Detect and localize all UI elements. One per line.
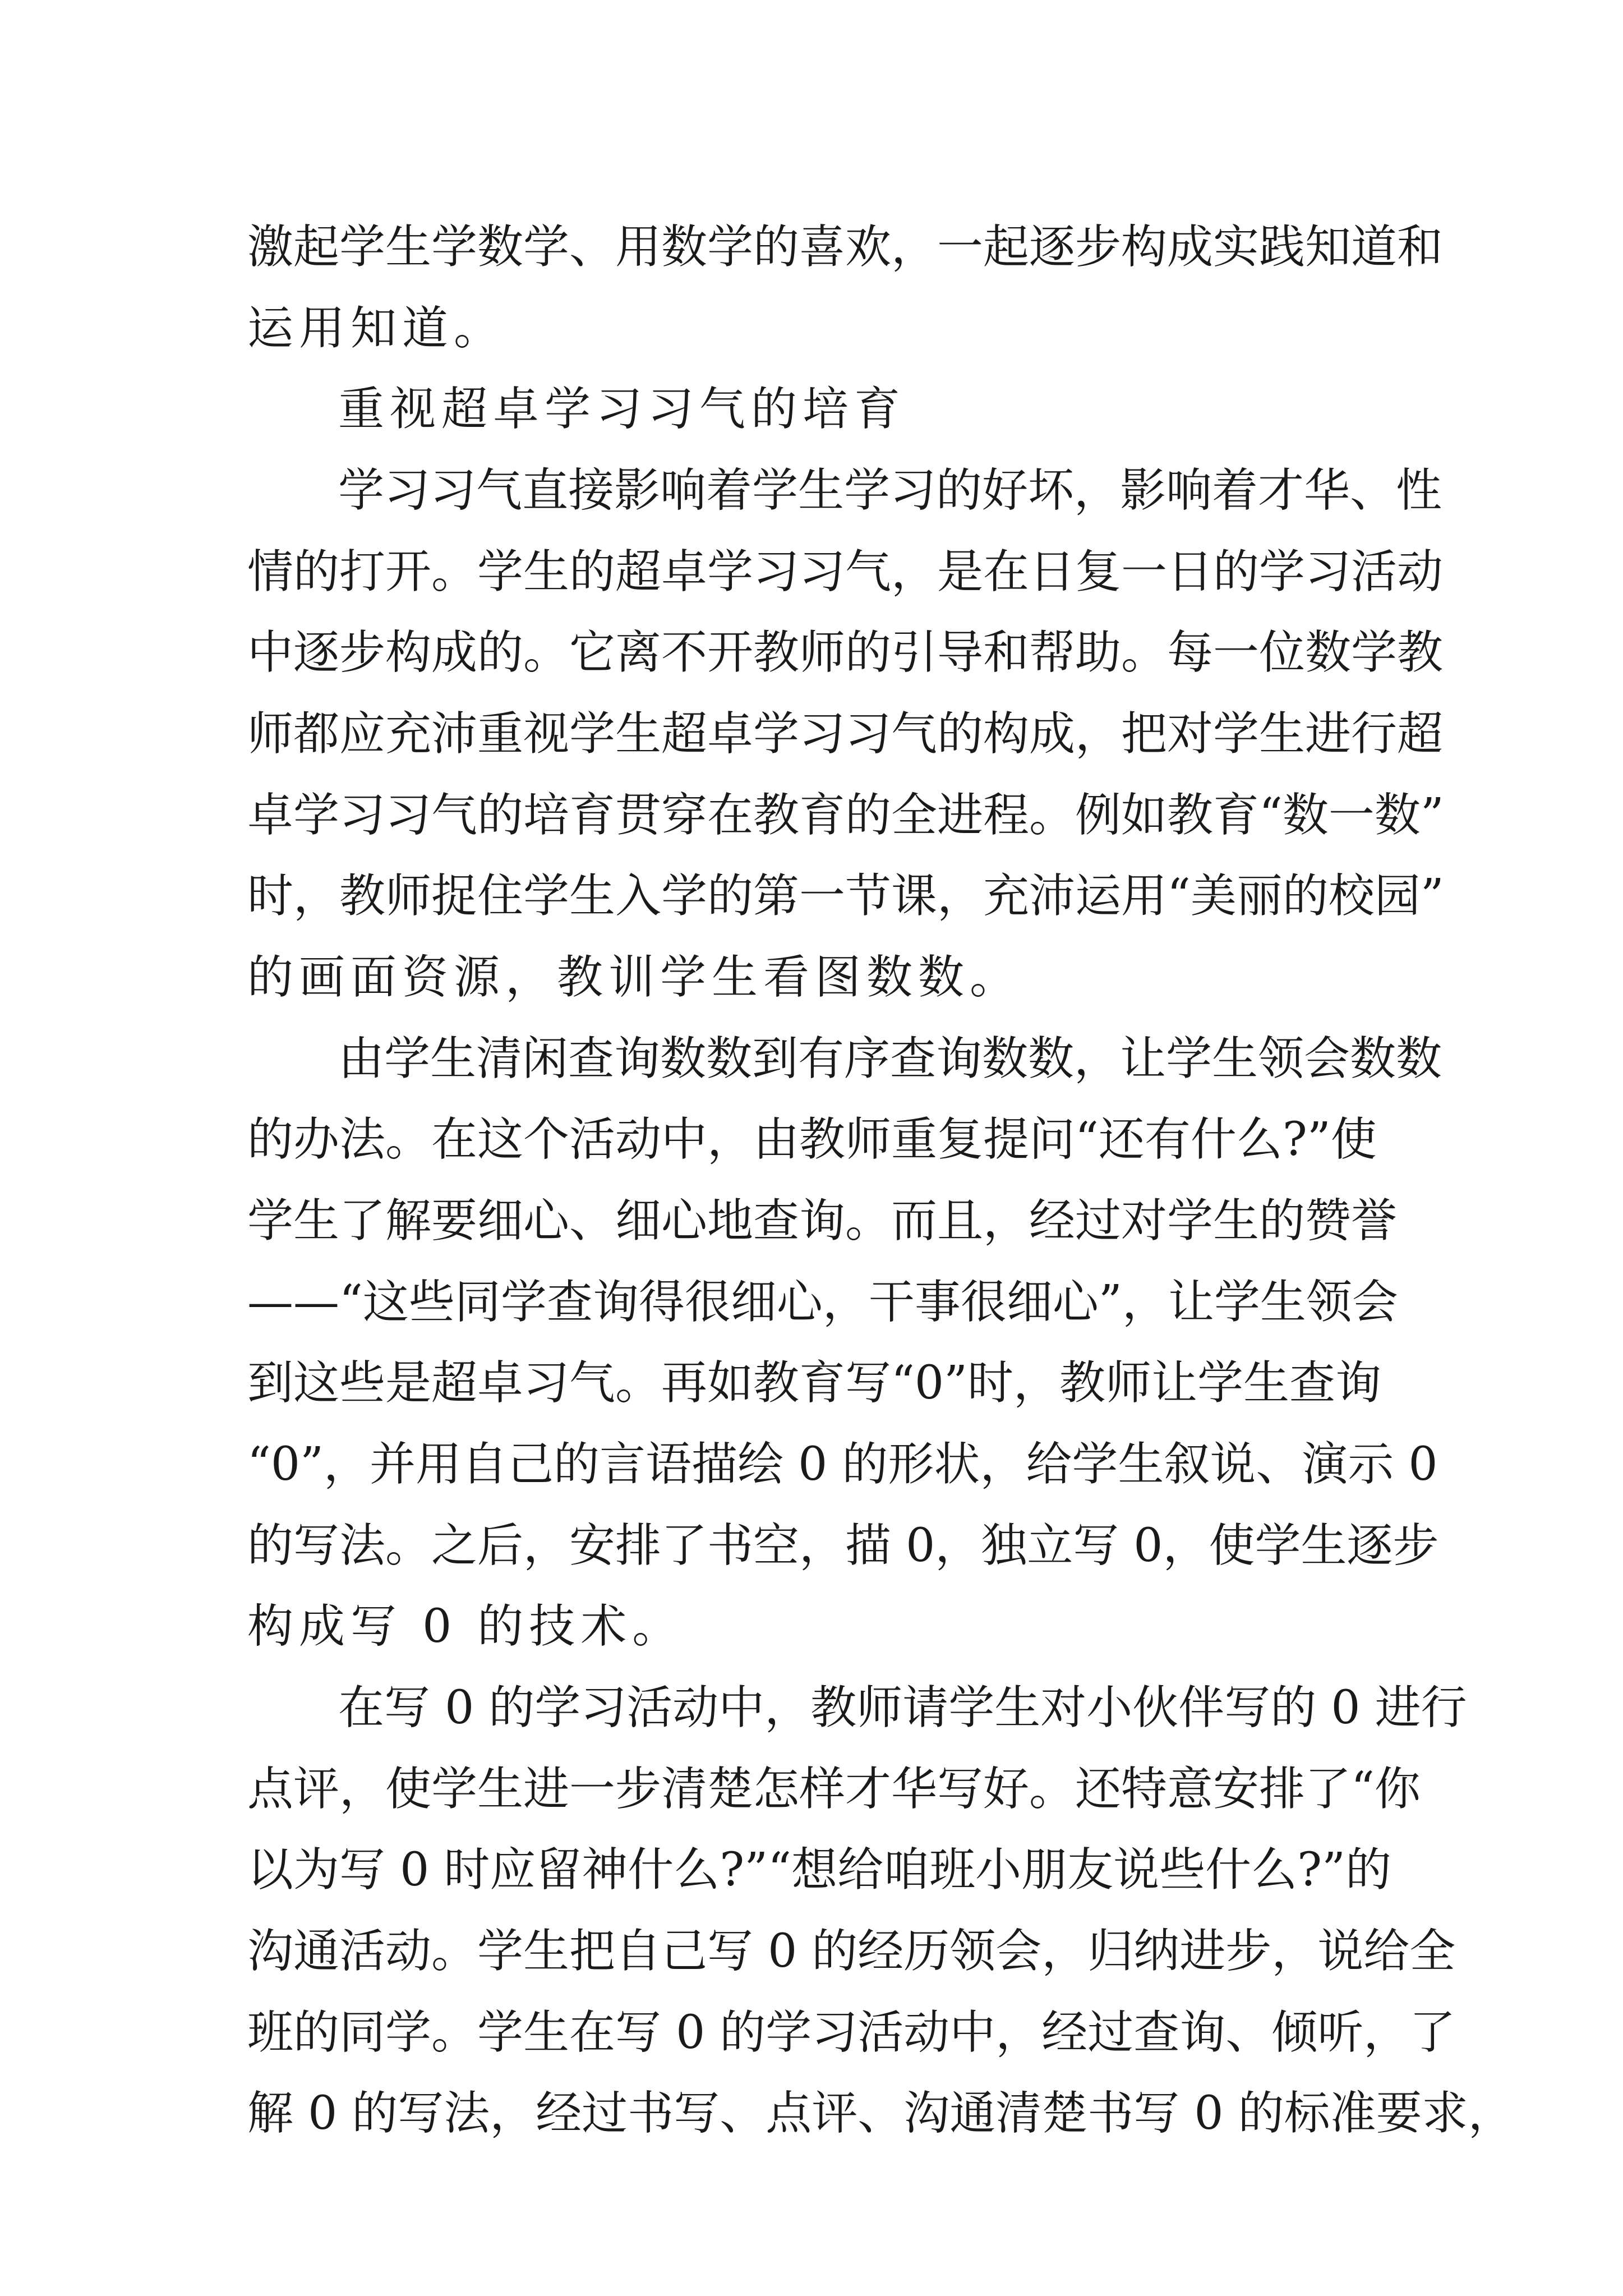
text-line-7: 师都应充沛重视学生超卓学习习气的构成，把对学生进行超 (247, 707, 1444, 761)
text-line-15: 到这些是超卓习气。再如教育写“0”时，教师让学生查询 (247, 1356, 1382, 1410)
text-line-20: 点评，使学生进一步清楚怎样才华写好。还特意安排了“你 (247, 1763, 1421, 1816)
text-line-11: 由学生清闲查询数数到有序查询数数，让学生领会数数 (338, 1032, 1442, 1085)
text-line-12: 的办法。在这个活动中，由教师重复提问“还有什么?”使 (247, 1113, 1377, 1166)
text-line-5: 情的打开。学生的超卓学习习气，是在日复一日的学习活动 (247, 545, 1444, 599)
text-line-17: 的写法。之后，安排了书空，描 0，独立写 0，使学生逐步 (247, 1519, 1439, 1572)
text-line-23: 班的同学。学生在写 0 的学习活动中，经过查询、倾听，了 (247, 2006, 1456, 2059)
text-line-14: ——“这些同学查询得很细心，干事很细心”，让学生领会 (247, 1276, 1398, 1329)
text-line-1: 激起学生学数学、用数学的喜欢，一起逐步构成实践知道和 (247, 220, 1444, 274)
text-line-24: 解 0 的写法，经过书写、点评、沟通清楚书写 0 的标准要求， (247, 2087, 1514, 2140)
text-line-13: 学生了解要细心、细心地查询。而且，经过对学生的赞誉 (247, 1194, 1398, 1248)
text-line-21: 以为写 0 时应留神什么?”“想给咱班小朋友说些什么?”的 (247, 1843, 1391, 1897)
text-line-4: 学习习气直接影响着学生学习的好坏，影响着才华、性 (338, 464, 1442, 517)
text-line-22: 沟通活动。学生把自己写 0 的经历领会，归纳进步，说给全 (247, 1925, 1456, 1978)
text-line-10: 的画面资源，教训学生看图数数。 (247, 951, 1022, 1004)
text-line-2: 运用知道。 (247, 302, 506, 355)
text-line-16: “0”，并用自己的言语描绘 0 的形状，给学生叙说、演示 0 (247, 1438, 1438, 1491)
section-heading: 重视超卓学习习气的培育 (338, 383, 906, 436)
text-line-9: 时，教师捉住学生入学的第一节课，充沛运用“美丽的校园” (247, 869, 1444, 923)
text-line-8: 卓学习习气的培育贯穿在教育的全进程。例如教育“数一数” (247, 789, 1444, 842)
text-line-19: 在写 0 的学习活动中，教师请学生对小伙伴写的 0 进行 (338, 1681, 1467, 1734)
text-line-18: 构成写 0 的技术。 (247, 1600, 684, 1653)
text-line-6: 中逐步构成的。它离不开教师的引导和帮助。每一位数学教 (247, 626, 1444, 679)
